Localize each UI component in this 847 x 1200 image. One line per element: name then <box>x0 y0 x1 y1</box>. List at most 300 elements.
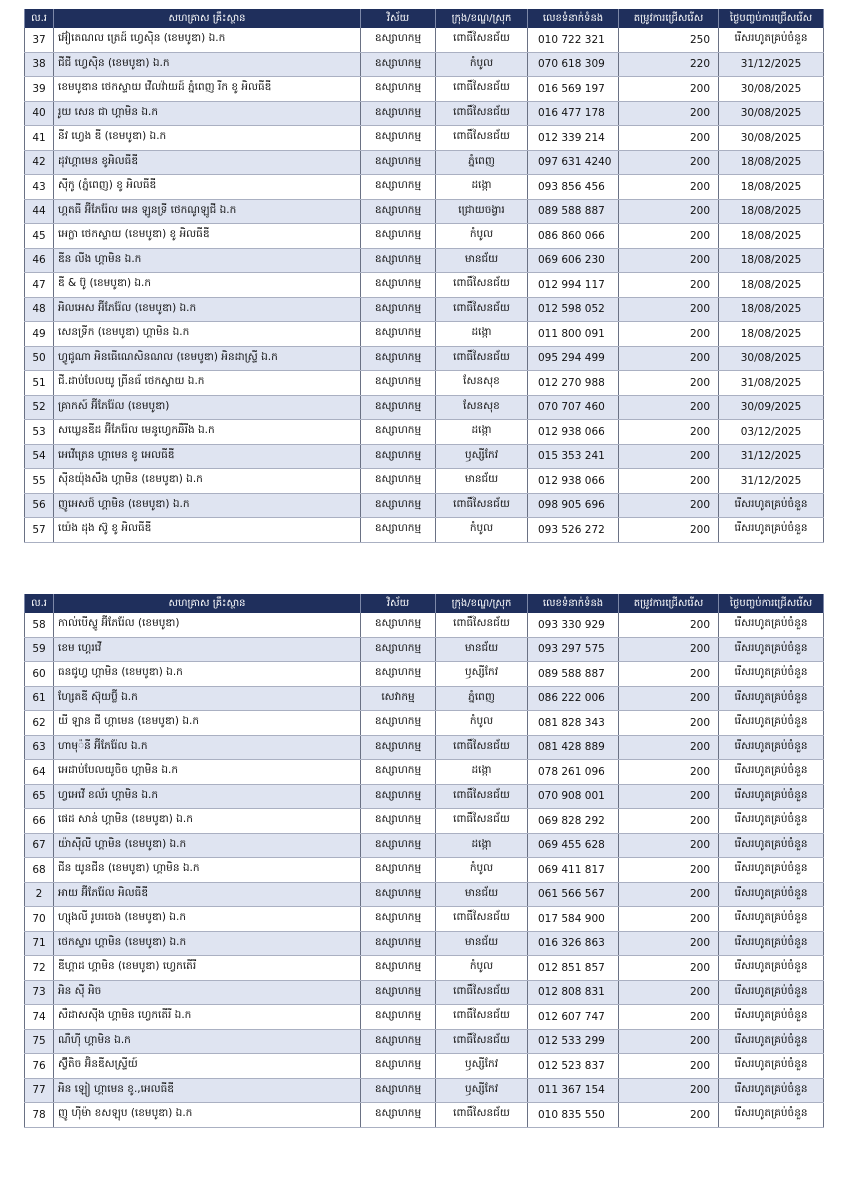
cell-deadline: 18/08/2025 <box>719 322 824 347</box>
cell-company-name: ជីន យូនជីន (ខេមបូឌា) ហ្គាមិន ឯ.ក <box>54 858 361 883</box>
cell-sector: ឧស្សាហកម្ម <box>361 637 436 662</box>
cell-positions: 200 <box>619 637 719 662</box>
cell-phone: 086 860 066 <box>528 224 619 249</box>
cell-district: កំបូល <box>436 224 528 249</box>
table-body-2 <box>25 613 824 1127</box>
cell-company-name: ណឺហ៊ី ហ្គាមិន ឯ.ក <box>54 1029 361 1054</box>
cell-positions: 200 <box>619 809 719 834</box>
cell-positions: 200 <box>619 322 719 347</box>
cell-district: ពោធិ៍សែនជ័យ <box>436 28 528 52</box>
cell-deadline: 18/08/2025 <box>719 297 824 322</box>
cell-sector: ឧស្សាហកម្ម <box>361 199 436 224</box>
table-row <box>25 371 824 396</box>
cell-sector: ឧស្សាហកម្ម <box>361 371 436 396</box>
col-header-city: ក្រុង/ខណ្ឌ/ស្រុក <box>436 594 528 613</box>
cell-district: មានជ័យ <box>436 469 528 494</box>
cell-phone: 016 326 863 <box>528 931 619 956</box>
cell-positions: 200 <box>619 931 719 956</box>
cell-company-name: អិលអេស អ៊ីភែរ៉ែល (ខេមបូឌា) ឯ.ក <box>54 297 361 322</box>
cell-no: 47 <box>25 273 54 298</box>
cell-positions: 200 <box>619 882 719 907</box>
cell-phone: 017 584 900 <box>528 907 619 932</box>
cell-phone: 081 428 889 <box>528 735 619 760</box>
cell-sector: ឧស្សាហកម្ម <box>361 907 436 932</box>
table-header-row <box>25 594 824 613</box>
cell-no: 77 <box>25 1078 54 1103</box>
cell-sector: ឧស្សាហកម្ម <box>361 662 436 687</box>
cell-district: ឫស្សីកែវ <box>436 662 528 687</box>
cell-no: 65 <box>25 784 54 809</box>
cell-district: ឫស្សីកែវ <box>436 1078 528 1103</box>
cell-deadline: រើសរហូតគ្រប់ចំនួន <box>719 809 824 834</box>
cell-positions: 200 <box>619 346 719 371</box>
cell-sector: ឧស្សាហកម្ម <box>361 1029 436 1054</box>
cell-phone: 069 606 230 <box>528 248 619 273</box>
col-header-name: សហគ្រាស គ្រឹះស្ថាន <box>54 594 361 613</box>
cell-company-name: ហាមុ៉នី អ៊ីភែរ៉ែល ឯ.ក <box>54 735 361 760</box>
cell-company-name: កាល់បើស្ទូ អ៊ីភែរ៉ែល (ខេមបូឌា) <box>54 613 361 637</box>
col-header-phone: លេខទំនាក់ទំនង <box>528 9 619 28</box>
cell-no: 76 <box>25 1054 54 1079</box>
cell-positions: 200 <box>619 711 719 736</box>
cell-district: ពោធិ៍សែនជ័យ <box>436 273 528 298</box>
cell-no: 37 <box>25 28 54 52</box>
cell-phone: 011 800 091 <box>528 322 619 347</box>
cell-positions: 200 <box>619 224 719 249</box>
cell-positions: 200 <box>619 613 719 637</box>
cell-phone: 093 297 575 <box>528 637 619 662</box>
cell-positions: 200 <box>619 420 719 445</box>
cell-deadline: រើសរហូតគ្រប់ចំនួន <box>719 711 824 736</box>
cell-sector: ឧស្សាហកម្ម <box>361 882 436 907</box>
table-row <box>25 518 824 543</box>
cell-no: 75 <box>25 1029 54 1054</box>
table-row <box>25 199 824 224</box>
cell-positions: 200 <box>619 662 719 687</box>
col-header-sector: វិស័យ <box>361 9 436 28</box>
cell-district: ពោធិ៍សែនជ័យ <box>436 980 528 1005</box>
cell-deadline: រើសរហូតគ្រប់ចំនួន <box>719 760 824 785</box>
cell-no: 68 <box>25 858 54 883</box>
cell-phone: 089 588 887 <box>528 662 619 687</box>
cell-company-name: ថេកស្ទារ ហ្គាមិន (ខេមបូឌា) ឯ.ក <box>54 931 361 956</box>
cell-no: 43 <box>25 175 54 200</box>
cell-sector: ឧស្សាហកម្ម <box>361 1078 436 1103</box>
cell-positions: 200 <box>619 956 719 981</box>
cell-phone: 078 261 096 <box>528 760 619 785</box>
cell-company-name: ឌី & ប៊ូ (ខេមបូឌា) ឯ.ក <box>54 273 361 298</box>
table-row <box>25 469 824 494</box>
col-header-name: សហគ្រាស គ្រឹះស្ថាន <box>54 9 361 28</box>
table-row <box>25 101 824 126</box>
cell-district: ពោធិ៍សែនជ័យ <box>436 907 528 932</box>
cell-deadline: រើសរហូតគ្រប់ចំនួន <box>719 858 824 883</box>
cell-phone: 012 598 052 <box>528 297 619 322</box>
cell-phone: 069 828 292 <box>528 809 619 834</box>
cell-company-name: ធនជូហ្វ ហ្គាមិន (ខេមបូឌា) ឯ.ក <box>54 662 361 687</box>
cell-no: 53 <box>25 420 54 445</box>
cell-phone: 012 533 299 <box>528 1029 619 1054</box>
table-row <box>25 224 824 249</box>
cell-district: ដង្កោ <box>436 760 528 785</box>
cell-sector: ឧស្សាហកម្ម <box>361 28 436 52</box>
table-row <box>25 395 824 420</box>
cell-deadline: រើសរហូតគ្រប់ចំនួន <box>719 980 824 1005</box>
cell-district: ពោធិ៍សែនជ័យ <box>436 1103 528 1128</box>
cell-sector: ឧស្សាហកម្ម <box>361 297 436 322</box>
cell-no: 52 <box>25 395 54 420</box>
cell-phone: 070 908 001 <box>528 784 619 809</box>
table-row <box>25 662 824 687</box>
cell-no: 72 <box>25 956 54 981</box>
cell-phone: 086 222 006 <box>528 686 619 711</box>
cell-district: ពោធិ៍សែនជ័យ <box>436 346 528 371</box>
cell-sector: ឧស្សាហកម្ម <box>361 518 436 543</box>
cell-phone: 012 938 066 <box>528 420 619 445</box>
table-row <box>25 1005 824 1030</box>
col-header-posts: តម្រូវការជ្រើសរើស <box>619 9 719 28</box>
cell-sector: ឧស្សាហកម្ម <box>361 77 436 102</box>
cell-sector: ឧស្សាហកម្ម <box>361 175 436 200</box>
cell-positions: 200 <box>619 1005 719 1030</box>
cell-positions: 250 <box>619 28 719 52</box>
cell-sector: ឧស្សាហកម្ម <box>361 150 436 175</box>
table-row <box>25 613 824 637</box>
cell-district: សែនសុខ <box>436 371 528 396</box>
cell-district: ពោធិ៍សែនជ័យ <box>436 297 528 322</box>
cell-district: មានជ័យ <box>436 931 528 956</box>
cell-no: 64 <box>25 760 54 785</box>
cell-sector: សេវាកម្ម <box>361 686 436 711</box>
cell-phone: 012 851 857 <box>528 956 619 981</box>
cell-no: 63 <box>25 735 54 760</box>
cell-company-name: សេនទ្រីក (ខេមបូឌា) ហ្គាមិន ឯ.ក <box>54 322 361 347</box>
cell-sector: ឧស្សាហកម្ម <box>361 784 436 809</box>
cell-district: មានជ័យ <box>436 882 528 907</box>
cell-no: 58 <box>25 613 54 637</box>
cell-no: 50 <box>25 346 54 371</box>
cell-deadline: រើសរហូតគ្រប់ចំនួន <box>719 1054 824 1079</box>
jobs-table-1 <box>24 9 824 543</box>
cell-phone: 093 526 272 <box>528 518 619 543</box>
cell-deadline: 18/08/2025 <box>719 175 824 200</box>
cell-company-name: ឌីន លីង ហ្គាមិន ឯ.ក <box>54 248 361 273</box>
cell-district: ពោធិ៍សែនជ័យ <box>436 101 528 126</box>
table-header-row <box>25 9 824 28</box>
cell-no: 61 <box>25 686 54 711</box>
col-header-no: ល.រ <box>25 594 54 613</box>
cell-district: ពោធិ៍សែនជ័យ <box>436 493 528 518</box>
cell-sector: ឧស្សាហកម្ម <box>361 809 436 834</box>
cell-deadline: 18/08/2025 <box>719 224 824 249</box>
cell-deadline: 30/08/2025 <box>719 101 824 126</box>
cell-company-name: យ៉ាស៊ីលី ហ្គាមិន (ខេមបូឌា) ឯ.ក <box>54 833 361 858</box>
cell-company-name: អេដាប់បែលយូចិច ហ្គាមិន ឯ.ក <box>54 760 361 785</box>
cell-positions: 200 <box>619 518 719 543</box>
col-header-no: ល.រ <box>25 9 54 28</box>
table-row <box>25 637 824 662</box>
cell-phone: 010 835 550 <box>528 1103 619 1128</box>
cell-no: 74 <box>25 1005 54 1030</box>
cell-no: 40 <box>25 101 54 126</box>
cell-deadline: រើសរហូតគ្រប់ចំនួន <box>719 637 824 662</box>
cell-sector: ឧស្សាហកម្ម <box>361 931 436 956</box>
cell-positions: 200 <box>619 175 719 200</box>
cell-district: ជ្រោយចង្វារ <box>436 199 528 224</box>
cell-positions: 200 <box>619 1029 719 1054</box>
cell-phone: 069 455 628 <box>528 833 619 858</box>
col-header-deadline: ថ្ងៃបញ្ចប់ការជ្រើសរើស <box>719 9 824 28</box>
cell-deadline: 18/08/2025 <box>719 248 824 273</box>
cell-company-name: សឃ្លេនឌីដ អ៊ីភែរ៉ែល មេនូហ្វេកឆឺរីង ឯ.ក <box>54 420 361 445</box>
cell-company-name: គ្រាកស៍ អ៊ីភែរ៉ែល (ខេមបូឌា) <box>54 395 361 420</box>
cell-district: ដង្កោ <box>436 322 528 347</box>
cell-no: 45 <box>25 224 54 249</box>
cell-district: ភ្នំពេញ <box>436 686 528 711</box>
cell-deadline: រើសរហូតគ្រប់ចំនួន <box>719 931 824 956</box>
table-row <box>25 493 824 518</box>
cell-deadline: រើសរហូតគ្រប់ចំនួន <box>719 735 824 760</box>
cell-no: 60 <box>25 662 54 687</box>
cell-company-name: ស៊្វីតិច អ៊ិនឌីសស្ទ្រីយ៍ <box>54 1054 361 1079</box>
cell-phone: 016 477 178 <box>528 101 619 126</box>
cell-district: កំបូល <box>436 52 528 77</box>
cell-sector: ឧស្សាហកម្ម <box>361 126 436 151</box>
table-row <box>25 297 824 322</box>
cell-phone: 012 607 747 <box>528 1005 619 1030</box>
cell-phone: 015 353 241 <box>528 444 619 469</box>
cell-deadline: រើសរហូតគ្រប់ចំនួន <box>719 493 824 518</box>
cell-sector: ឧស្សាហកម្ម <box>361 52 436 77</box>
cell-positions: 200 <box>619 760 719 785</box>
cell-deadline: 31/12/2025 <box>719 52 824 77</box>
cell-positions: 200 <box>619 101 719 126</box>
cell-no: 49 <box>25 322 54 347</box>
cell-district: ពោធិ៍សែនជ័យ <box>436 735 528 760</box>
cell-company-name: ឌីហ្គាដ ហ្គាមិន (ខេមបូឌា) ហ្វេកតើរី <box>54 956 361 981</box>
cell-no: 78 <box>25 1103 54 1128</box>
cell-deadline: រើសរហូតគ្រប់ចំនួន <box>719 518 824 543</box>
cell-company-name: ជីជី ហ្វេស៊ិន (ខេមបូឌា) ឯ.ក <box>54 52 361 77</box>
cell-phone: 011 367 154 <box>528 1078 619 1103</box>
cell-deadline: រើសរហូតគ្រប់ចំនួន <box>719 1103 824 1128</box>
cell-company-name: អិន ស៊ី អិច <box>54 980 361 1005</box>
table-row <box>25 346 824 371</box>
cell-sector: ឧស្សាហកម្ម <box>361 1054 436 1079</box>
cell-no: 2 <box>25 882 54 907</box>
cell-positions: 200 <box>619 907 719 932</box>
cell-sector: ឧស្សាហកម្ម <box>361 711 436 736</box>
cell-company-name: ហ្គតធី អ៊ីភែរ៉ែល អេន ឡូនទ្រី ថេកណូឡូជី ឯ.ក <box>54 199 361 224</box>
cell-no: 56 <box>25 493 54 518</box>
table-row <box>25 931 824 956</box>
cell-district: ពោធិ៍សែនជ័យ <box>436 126 528 151</box>
cell-phone: 012 523 837 <box>528 1054 619 1079</box>
cell-sector: ឧស្សាហកម្ម <box>361 956 436 981</box>
cell-company-name: ស៊ីនយ៉ុងសឹង ហ្គាមិន (ខេមបូឌា) ឯ.ក <box>54 469 361 494</box>
cell-company-name: ហ្វូជូណា អិនធើណេសិនណល (ខេមបូឌា) អិនដាស្ទ្រី ឯ.ក <box>54 346 361 371</box>
cell-sector: ឧស្សាហកម្ម <box>361 760 436 785</box>
cell-phone: 012 270 988 <box>528 371 619 396</box>
cell-district: សែនសុខ <box>436 395 528 420</box>
cell-positions: 200 <box>619 1078 719 1103</box>
table-body-1 <box>25 28 824 542</box>
cell-company-name: ផេដ សាន់ ហ្គាមិន (ខេមបូឌា) ឯ.ក <box>54 809 361 834</box>
table-row <box>25 248 824 273</box>
cell-deadline: រើសរហូតគ្រប់ចំនួន <box>719 28 824 52</box>
cell-deadline: រើសរហូតគ្រប់ចំនួន <box>719 833 824 858</box>
cell-no: 44 <box>25 199 54 224</box>
table-row <box>25 760 824 785</box>
cell-deadline: 31/12/2025 <box>719 469 824 494</box>
cell-company-name: រូយ សេន ជា ហ្គាមិន ឯ.ក <box>54 101 361 126</box>
cell-sector: ឧស្សាហកម្ម <box>361 273 436 298</box>
cell-district: កំបូល <box>436 711 528 736</box>
cell-district: ពោធិ៍សែនជ័យ <box>436 1005 528 1030</box>
col-header-phone: លេខទំនាក់ទំនង <box>528 594 619 613</box>
table-row <box>25 175 824 200</box>
cell-deadline: រើសរហូតគ្រប់ចំនួន <box>719 1029 824 1054</box>
cell-positions: 200 <box>619 493 719 518</box>
cell-sector: ឧស្សាហកម្ម <box>361 469 436 494</box>
cell-no: 70 <box>25 907 54 932</box>
cell-district: ពោធិ៍សែនជ័យ <box>436 809 528 834</box>
cell-phone: 012 938 066 <box>528 469 619 494</box>
cell-company-name: អេក្លា ថេកស្ទាយ (ខេមបូឌា) ខូ អិលធីឌី <box>54 224 361 249</box>
table-row <box>25 77 824 102</box>
cell-positions: 200 <box>619 686 719 711</box>
cell-no: 67 <box>25 833 54 858</box>
cell-district: ភ្នំពេញ <box>436 150 528 175</box>
cell-district: មានជ័យ <box>436 637 528 662</box>
cell-district: កំបូល <box>436 858 528 883</box>
cell-company-name: អេវើត្រេន ហ្គាមេន ខូ អេលធីឌី <box>54 444 361 469</box>
cell-positions: 200 <box>619 273 719 298</box>
table-row <box>25 809 824 834</box>
cell-no: 66 <box>25 809 54 834</box>
cell-district: កំបូល <box>436 956 528 981</box>
cell-no: 57 <box>25 518 54 543</box>
cell-positions: 200 <box>619 444 719 469</box>
col-header-posts: តម្រូវការជ្រើសរើស <box>619 594 719 613</box>
table-row <box>25 956 824 981</box>
cell-company-name: ដុវហ្គាមេន ខូអិលធីឌី <box>54 150 361 175</box>
cell-no: 55 <box>25 469 54 494</box>
cell-sector: ឧស្សាហកម្ម <box>361 420 436 445</box>
cell-company-name: ជី.ដាប់បែលយូ ព្រីនធ័ ថេកស្ទាយ ឯ.ក <box>54 371 361 396</box>
cell-deadline: 18/08/2025 <box>719 150 824 175</box>
table-row <box>25 833 824 858</box>
cell-deadline: រើសរហូតគ្រប់ចំនួន <box>719 882 824 907</box>
cell-company-name: សឺដាសស៊ីង ហ្គាមិន ហ្វេកតើរី ឯ.ក <box>54 1005 361 1030</box>
col-header-deadline: ថ្ងៃបញ្ចប់ការជ្រើសរើស <box>719 594 824 613</box>
cell-company-name: ហ្សុងលី រូបរចេង (ខេមបូឌា) ឯ.ក <box>54 907 361 932</box>
cell-deadline: 30/09/2025 <box>719 395 824 420</box>
cell-no: 42 <box>25 150 54 175</box>
table-row <box>25 1078 824 1103</box>
cell-sector: ឧស្សាហកម្ម <box>361 858 436 883</box>
cell-sector: ឧស្សាហកម្ម <box>361 1103 436 1128</box>
cell-deadline: 31/12/2025 <box>719 444 824 469</box>
cell-sector: ឧស្សាហកម្ម <box>361 980 436 1005</box>
table-row <box>25 980 824 1005</box>
col-header-city: ក្រុង/ខណ្ឌ/ស្រុក <box>436 9 528 28</box>
cell-deadline: រើសរហូតគ្រប់ចំនួន <box>719 1078 824 1103</box>
cell-district: ឫស្សីកែវ <box>436 444 528 469</box>
cell-district: ពោធិ៍សែនជ័យ <box>436 613 528 637</box>
table-row <box>25 322 824 347</box>
cell-no: 41 <box>25 126 54 151</box>
cell-no: 51 <box>25 371 54 396</box>
cell-company-name: យ៉េង ដុង ស៊ូ ខូ អិលធីឌី <box>54 518 361 543</box>
cell-phone: 070 707 460 <box>528 395 619 420</box>
cell-positions: 200 <box>619 833 719 858</box>
cell-positions: 200 <box>619 248 719 273</box>
cell-district: ពោធិ៍សែនជ័យ <box>436 77 528 102</box>
cell-phone: 095 294 499 <box>528 346 619 371</box>
cell-district: មានជ័យ <box>436 248 528 273</box>
cell-phone: 070 618 309 <box>528 52 619 77</box>
table-row <box>25 907 824 932</box>
cell-sector: ឧស្សាហកម្ម <box>361 833 436 858</box>
cell-company-name: ញូអេសថ៍ ហ្គាមិន (ខេមបូឌា) ឯ.ក <box>54 493 361 518</box>
cell-deadline: 18/08/2025 <box>719 273 824 298</box>
cell-sector: ឧស្សាហកម្ម <box>361 224 436 249</box>
cell-no: 59 <box>25 637 54 662</box>
cell-deadline: 31/08/2025 <box>719 371 824 396</box>
cell-phone: 098 905 696 <box>528 493 619 518</box>
cell-district: ដង្កោ <box>436 175 528 200</box>
cell-company-name: ហ្វអេវើ ខល័រ ហ្គាមិន ឯ.ក <box>54 784 361 809</box>
cell-district: ដង្កោ <box>436 420 528 445</box>
cell-phone: 012 994 117 <box>528 273 619 298</box>
cell-sector: ឧស្សាហកម្ម <box>361 101 436 126</box>
cell-deadline: រើសរហូតគ្រប់ចំនួន <box>719 784 824 809</box>
table-row <box>25 1103 824 1128</box>
cell-sector: ឧស្សាហកម្ម <box>361 322 436 347</box>
cell-no: 46 <box>25 248 54 273</box>
cell-phone: 012 339 214 <box>528 126 619 151</box>
cell-phone: 081 828 343 <box>528 711 619 736</box>
cell-deadline: រើសរហូតគ្រប់ចំនួន <box>719 613 824 637</box>
table-row <box>25 735 824 760</box>
cell-phone: 012 808 831 <box>528 980 619 1005</box>
cell-company-name: ញូ ហ៊ីម៉ា ខសឡុប (ខេមបូឌា) ឯ.ក <box>54 1103 361 1128</box>
cell-sector: ឧស្សាហកម្ម <box>361 346 436 371</box>
cell-no: 48 <box>25 297 54 322</box>
cell-deadline: រើសរហូតគ្រប់ចំនួន <box>719 662 824 687</box>
cell-phone: 016 569 197 <box>528 77 619 102</box>
cell-company-name: អ៊ៀតេណល ត្រេដ៍ ហ្វេស៊ិន (ខេមបូឌា) ឯ.ក <box>54 28 361 52</box>
cell-deadline: រើសរហូតគ្រប់ចំនួន <box>719 956 824 981</box>
jobs-table-2 <box>24 594 824 1128</box>
cell-sector: ឧស្សាហកម្ម <box>361 248 436 273</box>
cell-deadline: រើសរហូតគ្រប់ចំនួន <box>719 686 824 711</box>
cell-deadline: 18/08/2025 <box>719 199 824 224</box>
cell-company-name: អិន ឡៀ ហ្គាមេន ខូ.,អេលធីឌី <box>54 1078 361 1103</box>
cell-phone: 097 631 4240 <box>528 150 619 175</box>
table-row <box>25 273 824 298</box>
cell-positions: 200 <box>619 1103 719 1128</box>
table-row <box>25 52 824 77</box>
cell-district: ពោធិ៍សែនជ័យ <box>436 1029 528 1054</box>
cell-company-name: អាយ អ៊ីភែរ៉ែល អិលធីឌី <box>54 882 361 907</box>
cell-phone: 093 856 456 <box>528 175 619 200</box>
table-row <box>25 1054 824 1079</box>
table-row <box>25 784 824 809</box>
table-row <box>25 711 824 736</box>
cell-company-name: យី ឡាន ជី ហ្គាមេន (ខេមបូឌា) ឯ.ក <box>54 711 361 736</box>
